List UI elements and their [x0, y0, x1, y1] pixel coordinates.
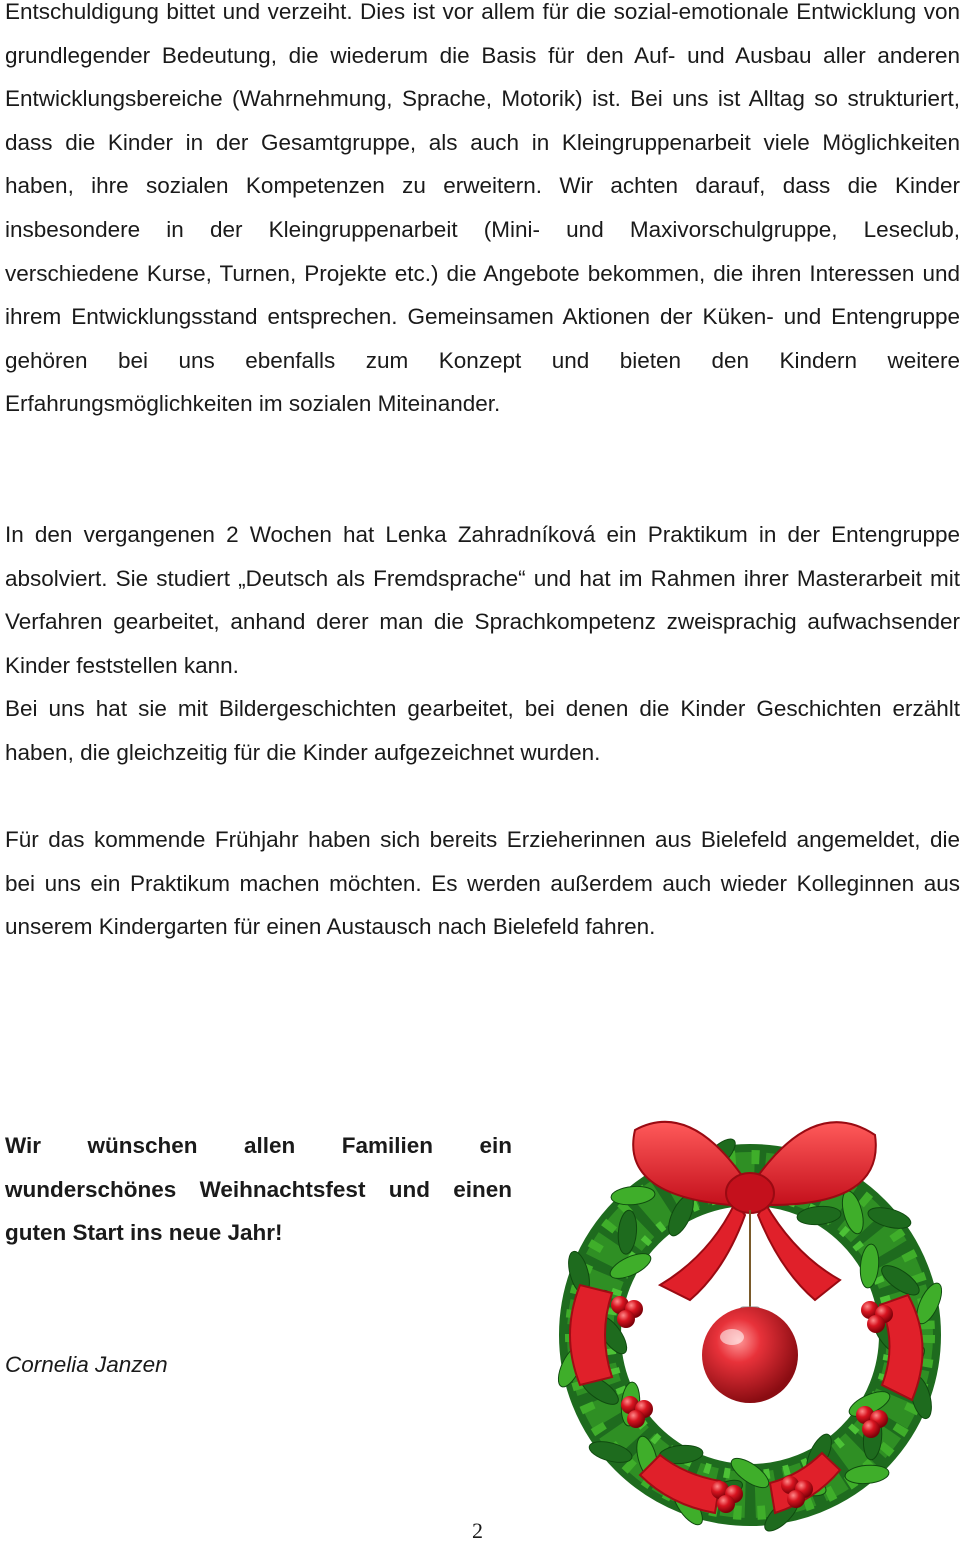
- body-paragraph-social-development: Entschuldigung bittet und verzeiht. Dies ist vor allem für die sozial-emotionale Entwicklung von grundlegender Bedeutung, die wiederum die Basis für den Auf- und Ausbau aller anderen Entwicklungsbereiche (Wahrnehmung, Sprache, Motorik) ist. Bei uns ist Alltag so strukturiert, dass die Kinder in der Gesamtgruppe, als auch in Kleingruppenarbeit viele Möglichkeiten haben, ihre sozialen Kompetenzen zu erweitern. Wir achten darauf, dass die Kinder insbesondere in der Kleingruppenarbeit (Mini- und Maxivorschulgruppe, Leseclub, verschiedene Kurse, Turnen, Projekte etc.) die Angebote bekommen, die ihren Interessen und ihrem Entwicklungsstand entsprechen. Gemeinsamen Aktionen der Küken- und Entengruppe gehören bei uns ebenfalls zum Konzept und bieten den Kindern weitere Erfahrungsmöglichkeiten im sozialen Miteinander.: [5, 0, 960, 417]
- holly-berry: [617, 1310, 635, 1328]
- page-number: 2: [472, 1518, 483, 1543]
- body-paragraph-bielefeld-exchange: Für das kommende Frühjahr haben sich bereits Erzieherinnen aus Bielefeld angemeldet, die bei uns ein Praktikum machen möchten. Es werden außerdem auch wieder Kolleginnen aus unserem Kindergarten für einen Austausch nach Bielefeld fahren.: [5, 827, 960, 940]
- holly-berry: [862, 1420, 880, 1438]
- holly-berry: [627, 1410, 645, 1428]
- internship-intro-text: In den vergangenen 2 Wochen hat Lenka Zahradníková ein Praktikum in der Entengruppe absolviert. Sie studiert „Deutsch als Fremdsprache“ und hat im Rahmen ihrer Masterarbeit mit Verfahren gearbeitet, anhand derer man die Sprachkompetenz zweisprachig aufwachsender Kinder feststellen kann.: [5, 522, 960, 678]
- holly-berry: [717, 1495, 735, 1513]
- holly-berry: [867, 1315, 885, 1333]
- holly-berry: [787, 1490, 805, 1508]
- body-paragraph-internship: [5, 513, 960, 775]
- holiday-greeting: Wir wünschen allen Familien ein wunderschönes Weihnachtsfest und einen guten Start ins neue Jahr!: [5, 1133, 512, 1246]
- christmas-wreath-icon: [540, 1085, 960, 1535]
- signature: Cornelia Janzen: [5, 1352, 168, 1377]
- internship-stories-text: Bei uns hat sie mit Bildergeschichten gearbeitet, bei denen die Kinder Geschichten erzählt haben, die gleichzeitig für die Kinder aufgezeichnet wurden.: [5, 696, 960, 765]
